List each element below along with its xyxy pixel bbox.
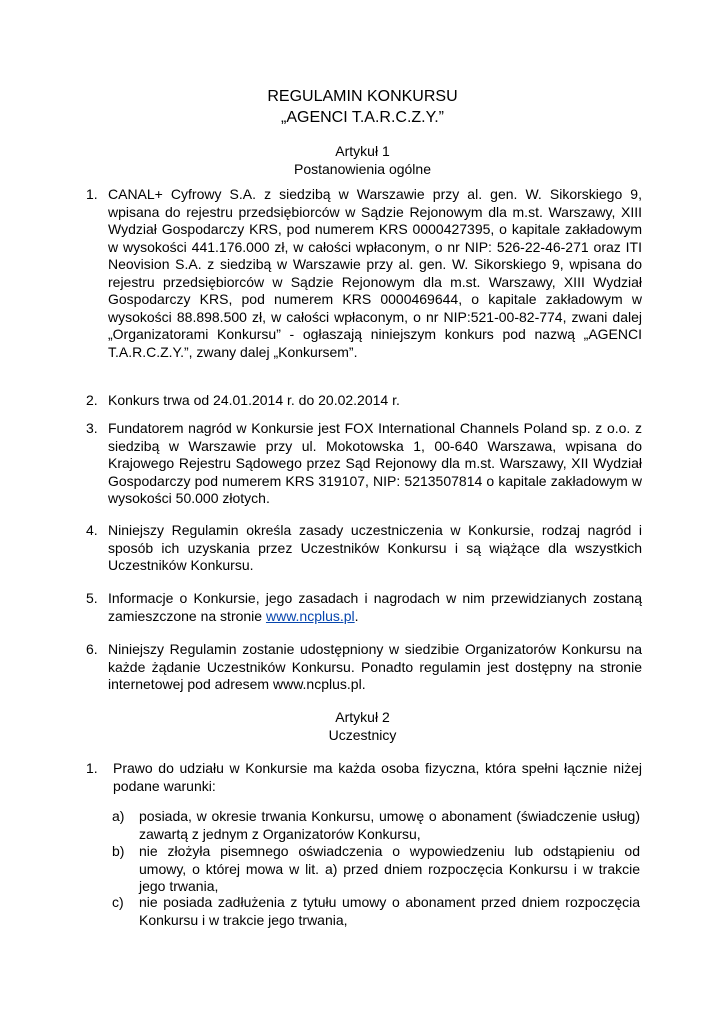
item-number: 2. <box>86 392 98 408</box>
item-text: Konkurs trwa od 24.01.2014 r. do 20.02.2014 r. <box>108 392 400 408</box>
document-title-line-2: „AGENCI T.A.R.C.Z.Y.” <box>281 109 444 126</box>
article-1-heading: Artykuł 1 <box>335 143 390 159</box>
article-2-subitem-a <box>112 808 640 843</box>
article-1-item-2 <box>86 392 642 410</box>
article-1-item-5 <box>86 590 642 625</box>
item-number: 4. <box>86 522 98 538</box>
item-text: Fundatorem nagród w Konkursie jest FOX International Channels Poland sp. z o.o. z siedzibą w Warszawie przy ul. Mokotowska 1, 00-640 Warszawa, wpisana do Krajowego Rejestru Sądowego przez Sąd Rejonowy dla m.st. Warszawy, XII Wydział Gospodarczy pod numerem KRS 319107, NIP: 5213507814 o kapitale zakładowym w wysokości 50.000 złotych. <box>108 420 642 506</box>
item-text: Niniejszy Regulamin określa zasady uczestniczenia w Konkursie, rodzaj nagród i sposób ich uzyskania przez Uczestników Konkursu i są wiążące dla wszystkich Uczestników Konkursu. <box>108 522 642 573</box>
item-text: Prawo do udziału w Konkursie ma każda osoba fizyczna, która spełni łącznie niżej podane warunki: <box>113 760 642 794</box>
subitem-letter: c) <box>112 894 124 910</box>
item-number: 6. <box>86 641 98 657</box>
item-number: 5. <box>86 590 98 606</box>
subitem-text: nie posiada zadłużenia z tytułu umowy o abonament przed dniem rozpoczęcia Konkursu i w trakcie jego trwania, <box>139 894 640 928</box>
article-1-item-1 <box>86 186 642 361</box>
subitem-letter: a) <box>112 808 125 824</box>
item-text: CANAL+ Cyfrowy S.A. z siedzibą w Warszawie przy al. gen. W. Sikorskiego 9, wpisana do rejestru przedsiębiorców w Sądzie Rejonowym dla m.st. Warszawy, XIII Wydział Gospodarczy KRS, pod numerem KRS 0000427395, o kapitale zakładowym w wysokości 441.176.000 zł, w całości wpłaconym, o nr NIP: 526-22-46-271 oraz ITI Neovision S.A. z siedzibą w Warszawie przy al. gen. W. Sikorskiego 9, wpisana do rejestru przedsiębiorców w Sądzie Rejonowym dla m.st. Warszawy, XIII Wydział Gospodarczy KRS, pod numerem KRS 0000469644, o kapitale zakładowym w wysokości 88.898.500 zł, w całości wpłaconym, o nr NIP:521-00-82-774, zwani dalej „Organizatorami Konkursu” - ogłaszają niniejszym konkurs pod nazwą „AGENCI T.A.R.C.Z.Y.”, zwany dalej „Konkursem”. <box>108 186 642 360</box>
article-1-item-6 <box>86 641 642 694</box>
item-number: 1. <box>86 760 98 776</box>
article-2-subitem-b <box>112 843 640 896</box>
subitem-text: posiada, w okresie trwania Konkursu, umowę o abonament (świadczenie usług) zawartą z jednym z Organizatorów Konkursu, <box>139 808 640 842</box>
article-2-subheading: Uczestnicy <box>328 727 397 743</box>
article-2-item-1 <box>86 760 642 795</box>
item-text-end: . <box>354 607 359 624</box>
item-text-body: Informacje o Konkursie, jego zasadach i nagrodach w nim przewidzianych zostaną zamieszczone na stronie <box>108 590 642 624</box>
document-title-line-1: REGULAMIN KONKURSU <box>267 88 458 105</box>
article-1-subheading: Postanowienia ogólne <box>294 161 431 177</box>
item-number: 1. <box>86 186 98 202</box>
item-text <box>108 590 642 625</box>
item-text: Niniejszy Regulamin zostanie udostępniony w siedzibie Organizatorów Konkursu na każde żądanie Uczestników Konkursu. Ponadto regulamin jest dostępny na stronie internetowej pod adresem www.ncplus.pl. <box>108 641 642 692</box>
article-1-item-4 <box>86 522 642 575</box>
article-2-subitem-c <box>112 894 640 929</box>
subitem-text: nie złożyła pisemnego oświadczenia o wypowiedzeniu lub odstąpieniu od umowy, o której mowa w lit. a) przed dniem rozpoczęcia Konkursu i w trakcie jego trwania, <box>139 843 640 894</box>
article-2-heading: Artykuł 2 <box>335 709 390 725</box>
article-1-item-3 <box>86 420 642 508</box>
ncplus-link[interactable]: www.ncplus.pl <box>265 607 355 624</box>
subitem-letter: b) <box>112 843 125 859</box>
item-number: 3. <box>86 420 98 436</box>
